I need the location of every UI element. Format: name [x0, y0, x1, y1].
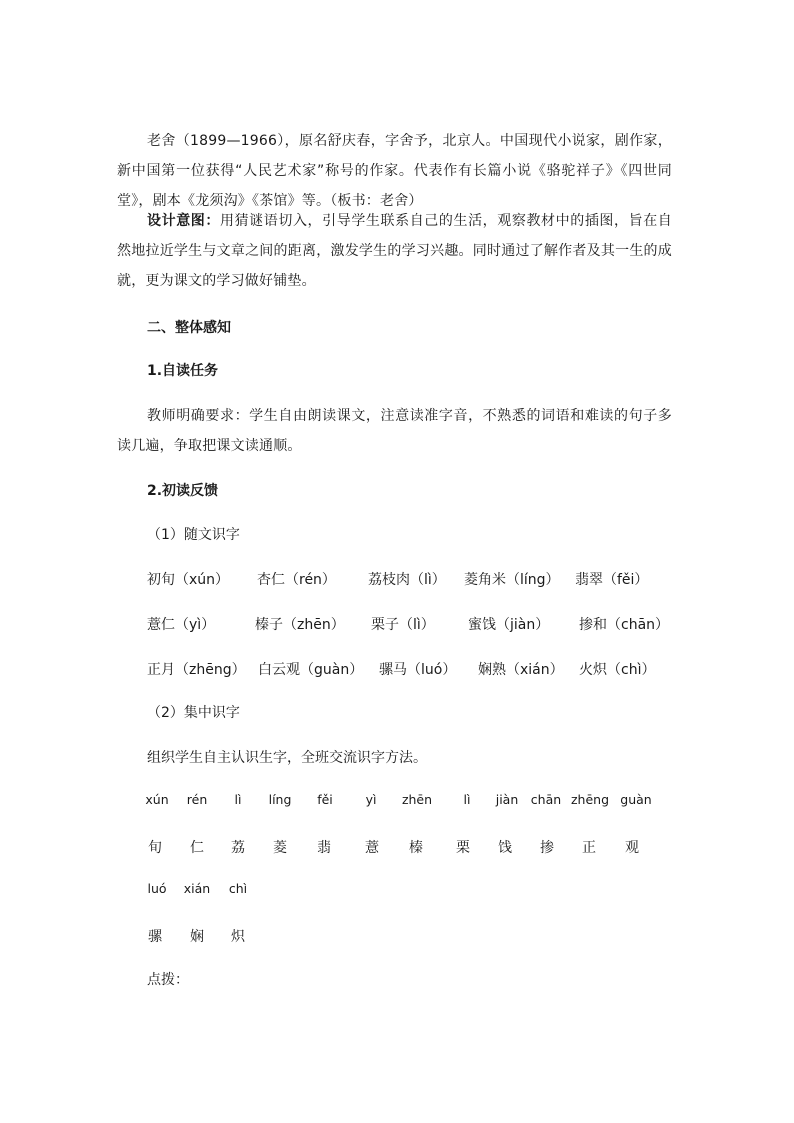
- pinyin-item: fěi: [317, 792, 333, 807]
- task-heading-feedback: 2.初读反馈: [147, 483, 219, 499]
- pinyin-item: chì: [228, 881, 248, 896]
- section-heading-overall: 二、整体感知: [147, 320, 231, 336]
- word-item: 掺和（chān）: [579, 617, 670, 633]
- pinyin-item: lì: [463, 792, 471, 807]
- pinyin-item: yì: [365, 792, 377, 807]
- design-intent-paragraph: [117, 206, 672, 296]
- character-item: 栗: [456, 840, 470, 856]
- organize-instruction: 组织学生自主认识生字，全班交流识字方法。: [147, 750, 427, 766]
- word-item: 正月（zhēng）: [147, 662, 246, 678]
- word-item: 蜜饯（jiàn）: [468, 617, 550, 633]
- word-item: 娴熟（xián）: [478, 662, 564, 678]
- pinyin-item: xún: [145, 792, 169, 807]
- character-item: 旬: [148, 840, 162, 856]
- character-item: 荔: [231, 840, 245, 856]
- pinyin-item: xián: [183, 881, 211, 896]
- word-item: 薏仁（yì）: [147, 617, 216, 633]
- character-item: 正: [582, 840, 596, 856]
- word-item: 菱角米（líng）: [464, 572, 560, 588]
- pinyin-item: zhēng: [570, 792, 610, 807]
- character-item: 薏: [365, 840, 379, 856]
- author-intro-paragraph: 老舍（1899—1966），原名舒庆春，字舍予，北京人。中国现代小说家，剧作家，新中国第一位获得“人民艺术家”称号的作家。代表作有长篇小说《骆驼祥子》《四世同堂》，剧本《龙须沟》《茶馆》等。（板书：老舍）: [117, 133, 672, 209]
- character-item: 掺: [540, 840, 554, 856]
- pinyin-item: guàn: [620, 792, 652, 807]
- character-item: 炽: [231, 929, 245, 945]
- pinyin-item: líng: [268, 792, 292, 807]
- word-item: 栗子（lì）: [371, 617, 435, 633]
- word-item: 火炽（chì）: [579, 662, 656, 678]
- character-item: 观: [625, 840, 639, 856]
- hint-label: 点拨：: [147, 972, 189, 988]
- pinyin-item: lì: [234, 792, 242, 807]
- word-item: 初旬（xún）: [147, 572, 230, 588]
- character-item: 菱: [273, 840, 287, 856]
- task-heading-self-reading: 1.自读任务: [147, 363, 219, 379]
- pinyin-item: luó: [147, 881, 167, 896]
- character-item: 翡: [317, 840, 331, 856]
- word-item: 榛子（zhēn）: [255, 617, 345, 633]
- word-item: 骡马（luó）: [379, 662, 457, 678]
- word-item: 翡翠（fěi）: [575, 572, 649, 588]
- subheading-focused-characters: （2）集中识字: [147, 705, 240, 721]
- character-item: 骡: [148, 929, 162, 945]
- character-item: 仁: [190, 840, 204, 856]
- design-intent-label: 设计意图：: [147, 213, 220, 229]
- design-intent-text: 用猜谜语切入，引导学生联系自己的生活，观察教材中的插图，旨在自然地拉近学生与文章之间的距离，激发学生的学习兴趣。同时通过了解作者及其一生的成就，更为课文的学习做好铺垫。: [117, 213, 673, 289]
- pinyin-item: chān: [530, 792, 562, 807]
- word-item: 白云观（guàn）: [258, 662, 364, 678]
- pinyin-item: rén: [186, 792, 208, 807]
- character-item: 娴: [190, 929, 204, 945]
- pinyin-item: jiàn: [495, 792, 519, 807]
- teacher-requirement-paragraph: 教师明确要求：学生自由朗读课文，注意读准字音，不熟悉的词语和难读的句子多读几遍，争取把课文读通顺。: [117, 408, 672, 454]
- word-item: 荔枝肉（lì）: [368, 572, 446, 588]
- subheading-contextual-characters: （1）随文识字: [147, 527, 240, 543]
- word-item: 杏仁（rén）: [257, 572, 336, 588]
- character-item: 饯: [498, 840, 512, 856]
- pinyin-item: zhēn: [401, 792, 433, 807]
- character-item: 榛: [409, 840, 423, 856]
